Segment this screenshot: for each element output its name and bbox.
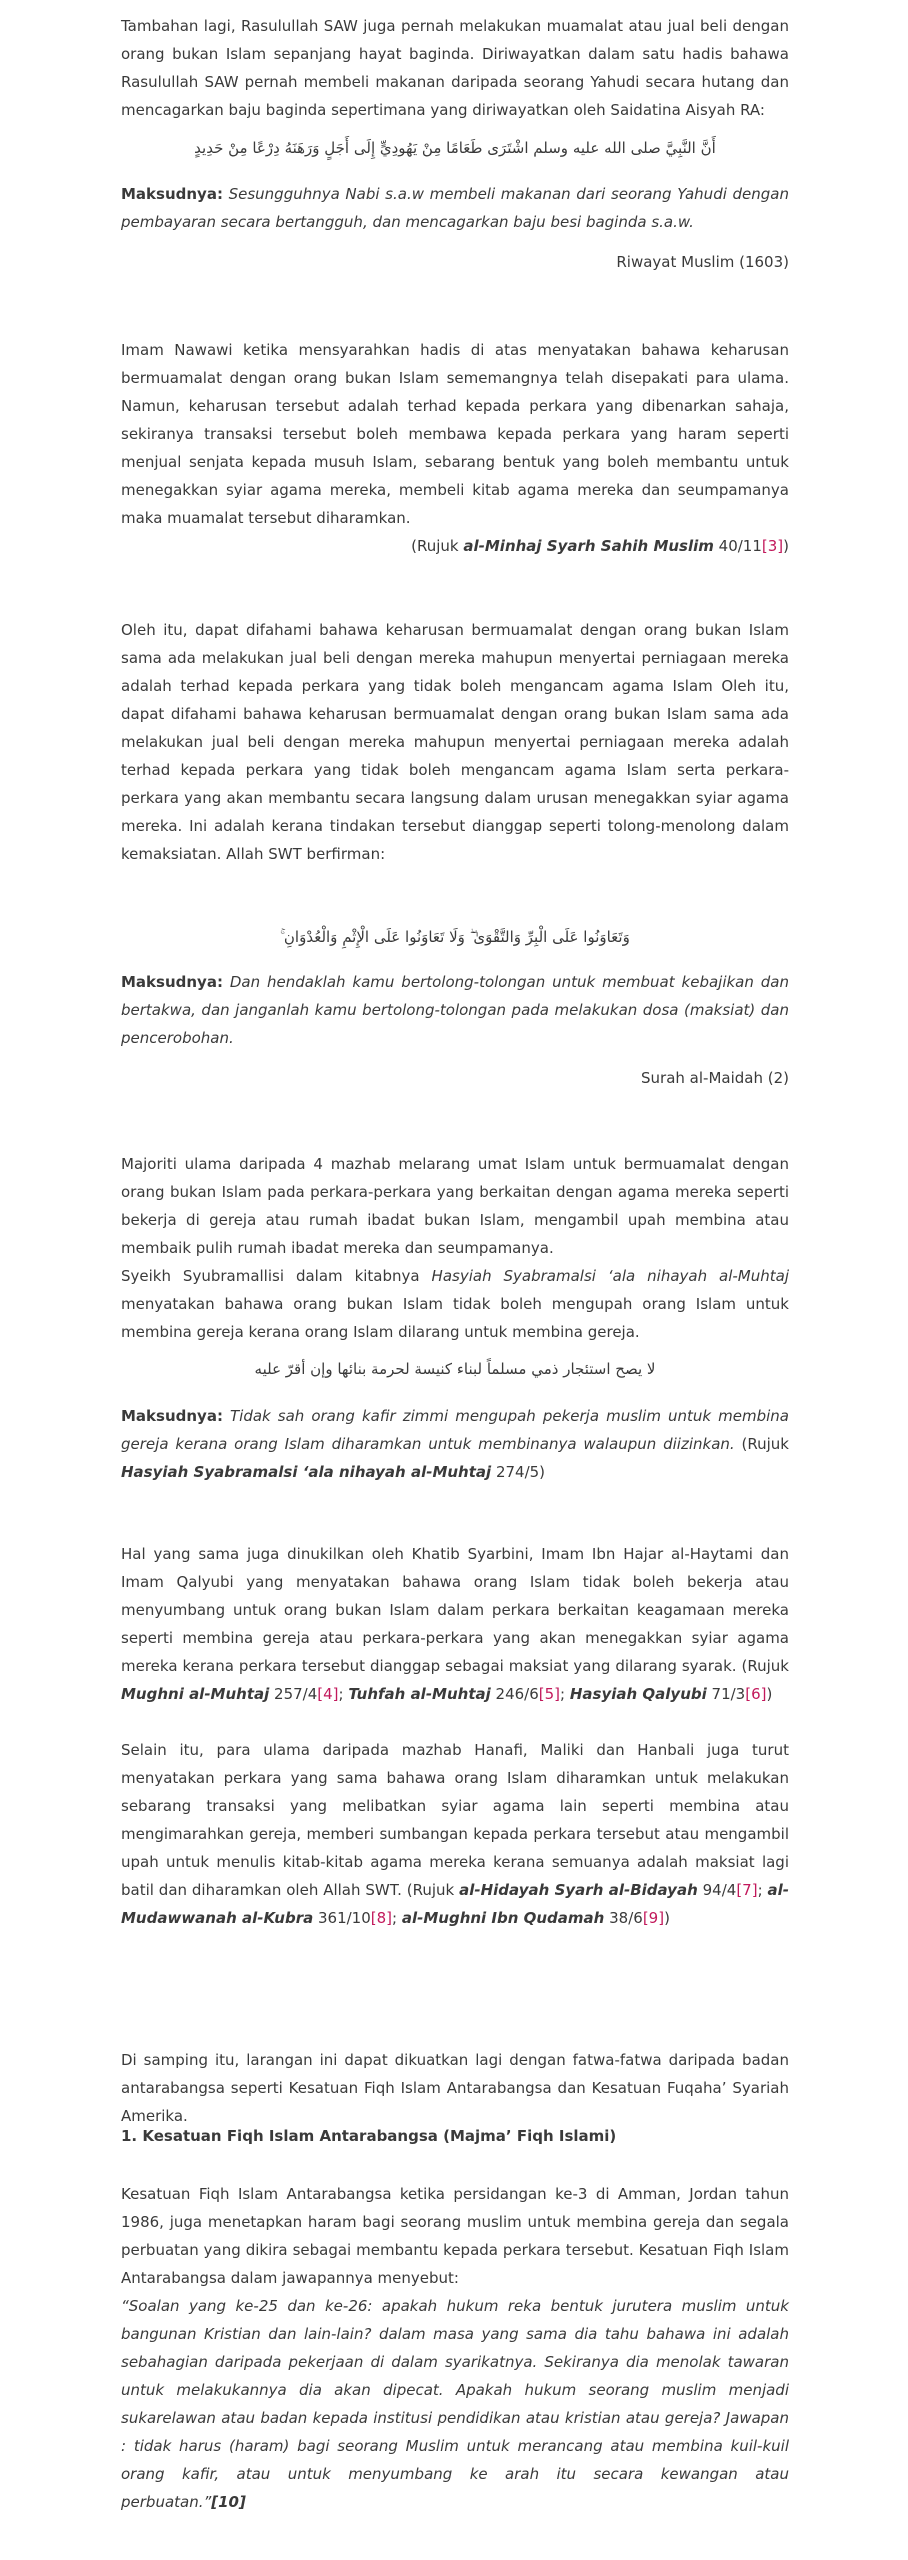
book-title: al-Hidayah Syarh al-Bidayah <box>459 1881 698 1899</box>
maksudnya-label: Maksudnya: <box>121 1407 223 1425</box>
paragraph-mazhab-lain: Selain itu, para ulama daripada mazhab Hanafi, Maliki dan Hanbali juga turut menyatakan perkara yang sama bahawa orang Islam diharamkan untuk melakukan sebarang transaksi yang melibatkan syiar agama lain seperti membina atau mengimarahkan gereja, memberi sumbangan kepada perkara tersebut atau mengambil upah untuk menulis kitab-kitab agama mereka kerana semuanya adalah maksiat lagi batil dan diharamkan oleh Allah SWT. (Rujuk al-Hidayah Syarh al-Bidayah 94/4[7]; al-Mudawwanah al-Kubra 361/10[8]; al-Mughni Ibn Qudamah 38/6[9]) <box>121 1741 789 1927</box>
footnote-link-8[interactable]: [8] <box>370 1909 393 1927</box>
book-title: Tuhfah al-Muhtaj <box>348 1685 491 1703</box>
footnote-link-4[interactable]: [4] <box>317 1685 339 1703</box>
book-title: al-Minhaj Syarh Sahih Muslim <box>463 537 714 555</box>
footnote-link-3[interactable]: [3] <box>761 537 784 555</box>
footnote-link-6[interactable]: [6] <box>745 1685 767 1703</box>
paragraph-syubramallisi: Syeikh Syubramallisi dalam kitabnya Hasyiah Syabramalsi ‘ala nihayah al-Muhtaj menyatakan bahawa orang bukan Islam tidak boleh mengupah orang Islam untuk membina gereja kerana orang Islam dilarang untuk membina gereja. <box>121 1267 790 1341</box>
translation-hadith <box>121 180 789 236</box>
source-maidah: Surah al-Maidah (2) <box>641 1069 789 1087</box>
section-heading-majma-fiqh: 1. Kesatuan Fiqh Islam Antarabangsa (Majma’ Fiqh Islami) <box>121 2127 617 2145</box>
quote-fatwa: “Soalan yang ke-25 dan ke-26: apakah hukum reka bentuk jurutera muslim untuk bangunan Kristian dan lain-lain? dalam masa yang sama dia tahu bahawa ini adalah sebahagian daripada pekerjaan di dalam syarikatnya. Sekiranya dia menolak tawaran untuk melakukannya dia akan dipecat. Apakah hukum seorang muslim menjadi sukarelawan atau badan kepada institusi pendidikan atau kristian atau gereja? Jawapan : tidak harus (haram) bagi seorang Muslim untuk merancang atau membina kuil-kuil orang kafir, atau untuk menyumbang ke arah itu secara kewangan atau perbuatan.”[10] <box>121 2297 789 2511</box>
paragraph-khatib-syarbini: Hal yang sama juga dinukilkan oleh Khatib Syarbini, Imam Ibn Hajar al-Haytami dan Imam Qalyubi yang menyatakan bahawa orang Islam tidak boleh bekerja atau menyumbang untuk orang bukan Islam dalam perkara berkaitan keagamaan mereka seperti membina gereja atau perkara-perkara yang akan menegakkan syiar agama mereka kerana perkara tersebut dianggap sebagai maksiat yang dilarang syarak. (Rujuk Mughni al-Muhtaj 257/4[4]; Tuhfah al-Muhtaj 246/6[5]; Hasyiah Qalyubi 71/3[6]) <box>121 1545 789 1703</box>
translation-ayah <box>121 968 789 1052</box>
maksudnya-text: Tidak sah orang kafir zimmi mengupah pekerja muslim untuk membina gereja kerana orang Islam diharamkan untuk membinanya walaupun diizinkan. <box>121 1407 789 1453</box>
paragraph-keharusan: Oleh itu, dapat difahami bahawa keharusan bermuamalat dengan orang bukan Islam sama ada melakukan jual beli dengan mereka mahupun menyertai perniagaan mereka adalah terhad kepada perkara yang tidak boleh mengancam agama Islam Oleh itu, dapat difahami bahawa keharusan bermuamalat dengan orang bukan Islam sama ada melakukan jual beli dengan mereka mahupun menyertai perniagaan mereka adalah terhad kepada perkara yang tidak boleh mengancam agama Islam serta perkara-perkara yang akan membantu secara langsung dalam urusan menegakkan syiar agama mereka. Ini adalah kerana tindakan tersebut dianggap seperti tolong-menolong dalam kemaksiatan. Allah SWT berfirman: <box>121 621 789 863</box>
book-title: Hasyiah Syabramalsi ‘ala nihayah al-Muhtaj <box>431 1267 790 1285</box>
book-title: Mughni al-Muhtaj <box>121 1685 270 1703</box>
book-title: al-Mudawwanah al-Kubra <box>121 1881 789 1927</box>
footnote-link-9[interactable]: [9] <box>642 1909 665 1927</box>
footnote-link-5[interactable]: [5] <box>538 1685 561 1703</box>
book-title: al-Mughni Ibn Qudamah <box>401 1909 605 1927</box>
maksudnya-label: Maksudnya: <box>121 185 223 203</box>
reference-minhaj: (Rujuk al-Minhaj Syarh Sahih Muslim 40/11[3]) <box>411 537 789 555</box>
paragraph-muamalat-intro: Tambahan lagi, Rasulullah SAW juga pernah melakukan muamalat atau jual beli dengan orang bukan Islam sepanjang hayat baginda. Diriwayatkan dalam satu hadis bahawa Rasulullah SAW pernah membeli makanan daripada seorang Yahudi secara hutang dan mencagarkan baju baginda sepertimana yang diriwayatkan oleh Saidatina Aisyah RA: <box>121 17 789 119</box>
arabic-ayah: وَتَعَاوَنُوا عَلَى الْبِرِّ وَالتَّقْوَىٰ ۖ وَلَا تَعَاوَنُوا عَلَى الْإِثْمِ وَالْعُدْوَانِ ۚ <box>280 928 630 946</box>
source-muslim: Riwayat Muslim (1603) <box>616 253 789 271</box>
footnote-link-7[interactable]: [7] <box>736 1881 758 1899</box>
paragraph-fatwa-antarabangsa: Di samping itu, larangan ini dapat dikuatkan lagi dengan fatwa-fatwa daripada badan antarabangsa seperti Kesatuan Fiqh Islam Antarabangsa dan Kesatuan Fuqaha’ Syariah Amerika. <box>121 2051 789 2125</box>
arabic-hadith: أَنَّ النَّبِيَّ صلى الله عليه وسلم اشْتَرَى طَعَامًا مِنْ يَهُودِيٍّ إِلَى أَجَلٍ وَرَهَنَهُ دِرْعًا مِنْ حَدِيدٍ <box>194 139 716 157</box>
paragraph-persidangan-amman: Kesatuan Fiqh Islam Antarabangsa ketika persidangan ke-3 di Amman, Jordan tahun 1986, juga menetapkan haram bagi seorang muslim untuk membina gereja dan segala perbuatan yang dikira sebagai membantu kepada perkara tersebut. Kesatuan Fiqh Islam Antarabangsa dalam jawapannya menyebut: <box>121 2185 789 2287</box>
paragraph-nawawi: Imam Nawawi ketika mensyarahkan hadis di atas menyatakan bahawa keharusan bermuamalat dengan orang bukan Islam sememangnya telah disepakati para ulama. Namun, keharusan tersebut adalah terhad kepada perkara yang dibenarkan sahaja, sekiranya transaksi tersebut boleh membawa kepada perkara yang haram seperti menjual senjata kepada musuh Islam, sebarang bentuk yang boleh membantu untuk menegakkan syiar agama mereka, membeli kitab agama mereka dan seumpamanya maka muamalat tersebut diharamkan. <box>121 341 789 527</box>
book-title: Hasyiah Syabramalsi ‘ala nihayah al-Muhtaj <box>121 1463 492 1481</box>
maksudnya-label: Maksudnya: <box>121 973 223 991</box>
arabic-quote: لا يصح استئجار ذمي مسلماً لبناء كنيسة لحرمة بنائها وإن أقرّ عليه <box>254 1360 656 1378</box>
maksudnya-text: Dan hendaklah kamu bertolong-tolongan untuk membuat kebajikan dan bertakwa, dan janganlah kamu bertolong-tolongan pada melakukan dosa (maksiat) dan pencerobohan. <box>121 973 789 1047</box>
translation-quote: Maksudnya: Tidak sah orang kafir zimmi mengupah pekerja muslim untuk membina gereja kerana orang Islam diharamkan untuk membinanya walaupun diizinkan. (Rujuk Hasyiah Syabramalsi ‘ala nihayah al-Muhtaj 274/5) <box>121 1407 789 1481</box>
footnote-marker-10: [10] <box>211 2493 246 2511</box>
paragraph-majoriti-ulama: Majoriti ulama daripada 4 mazhab melarang umat Islam untuk bermuamalat dengan orang bukan Islam pada perkara-perkara yang berkaitan dengan agama mereka seperti bekerja di gereja atau rumah ibadat bukan Islam, mengambil upah membina atau membaik pulih rumah ibadat mereka dan seumpamanya. <box>121 1155 789 1257</box>
book-title: Hasyiah Qalyubi <box>569 1685 707 1703</box>
maksudnya-text: Sesungguhnya Nabi s.a.w membeli makanan dari seorang Yahudi dengan pembayaran secara bertangguh, dan mencagarkan baju besi baginda s.a.w. <box>121 185 789 231</box>
